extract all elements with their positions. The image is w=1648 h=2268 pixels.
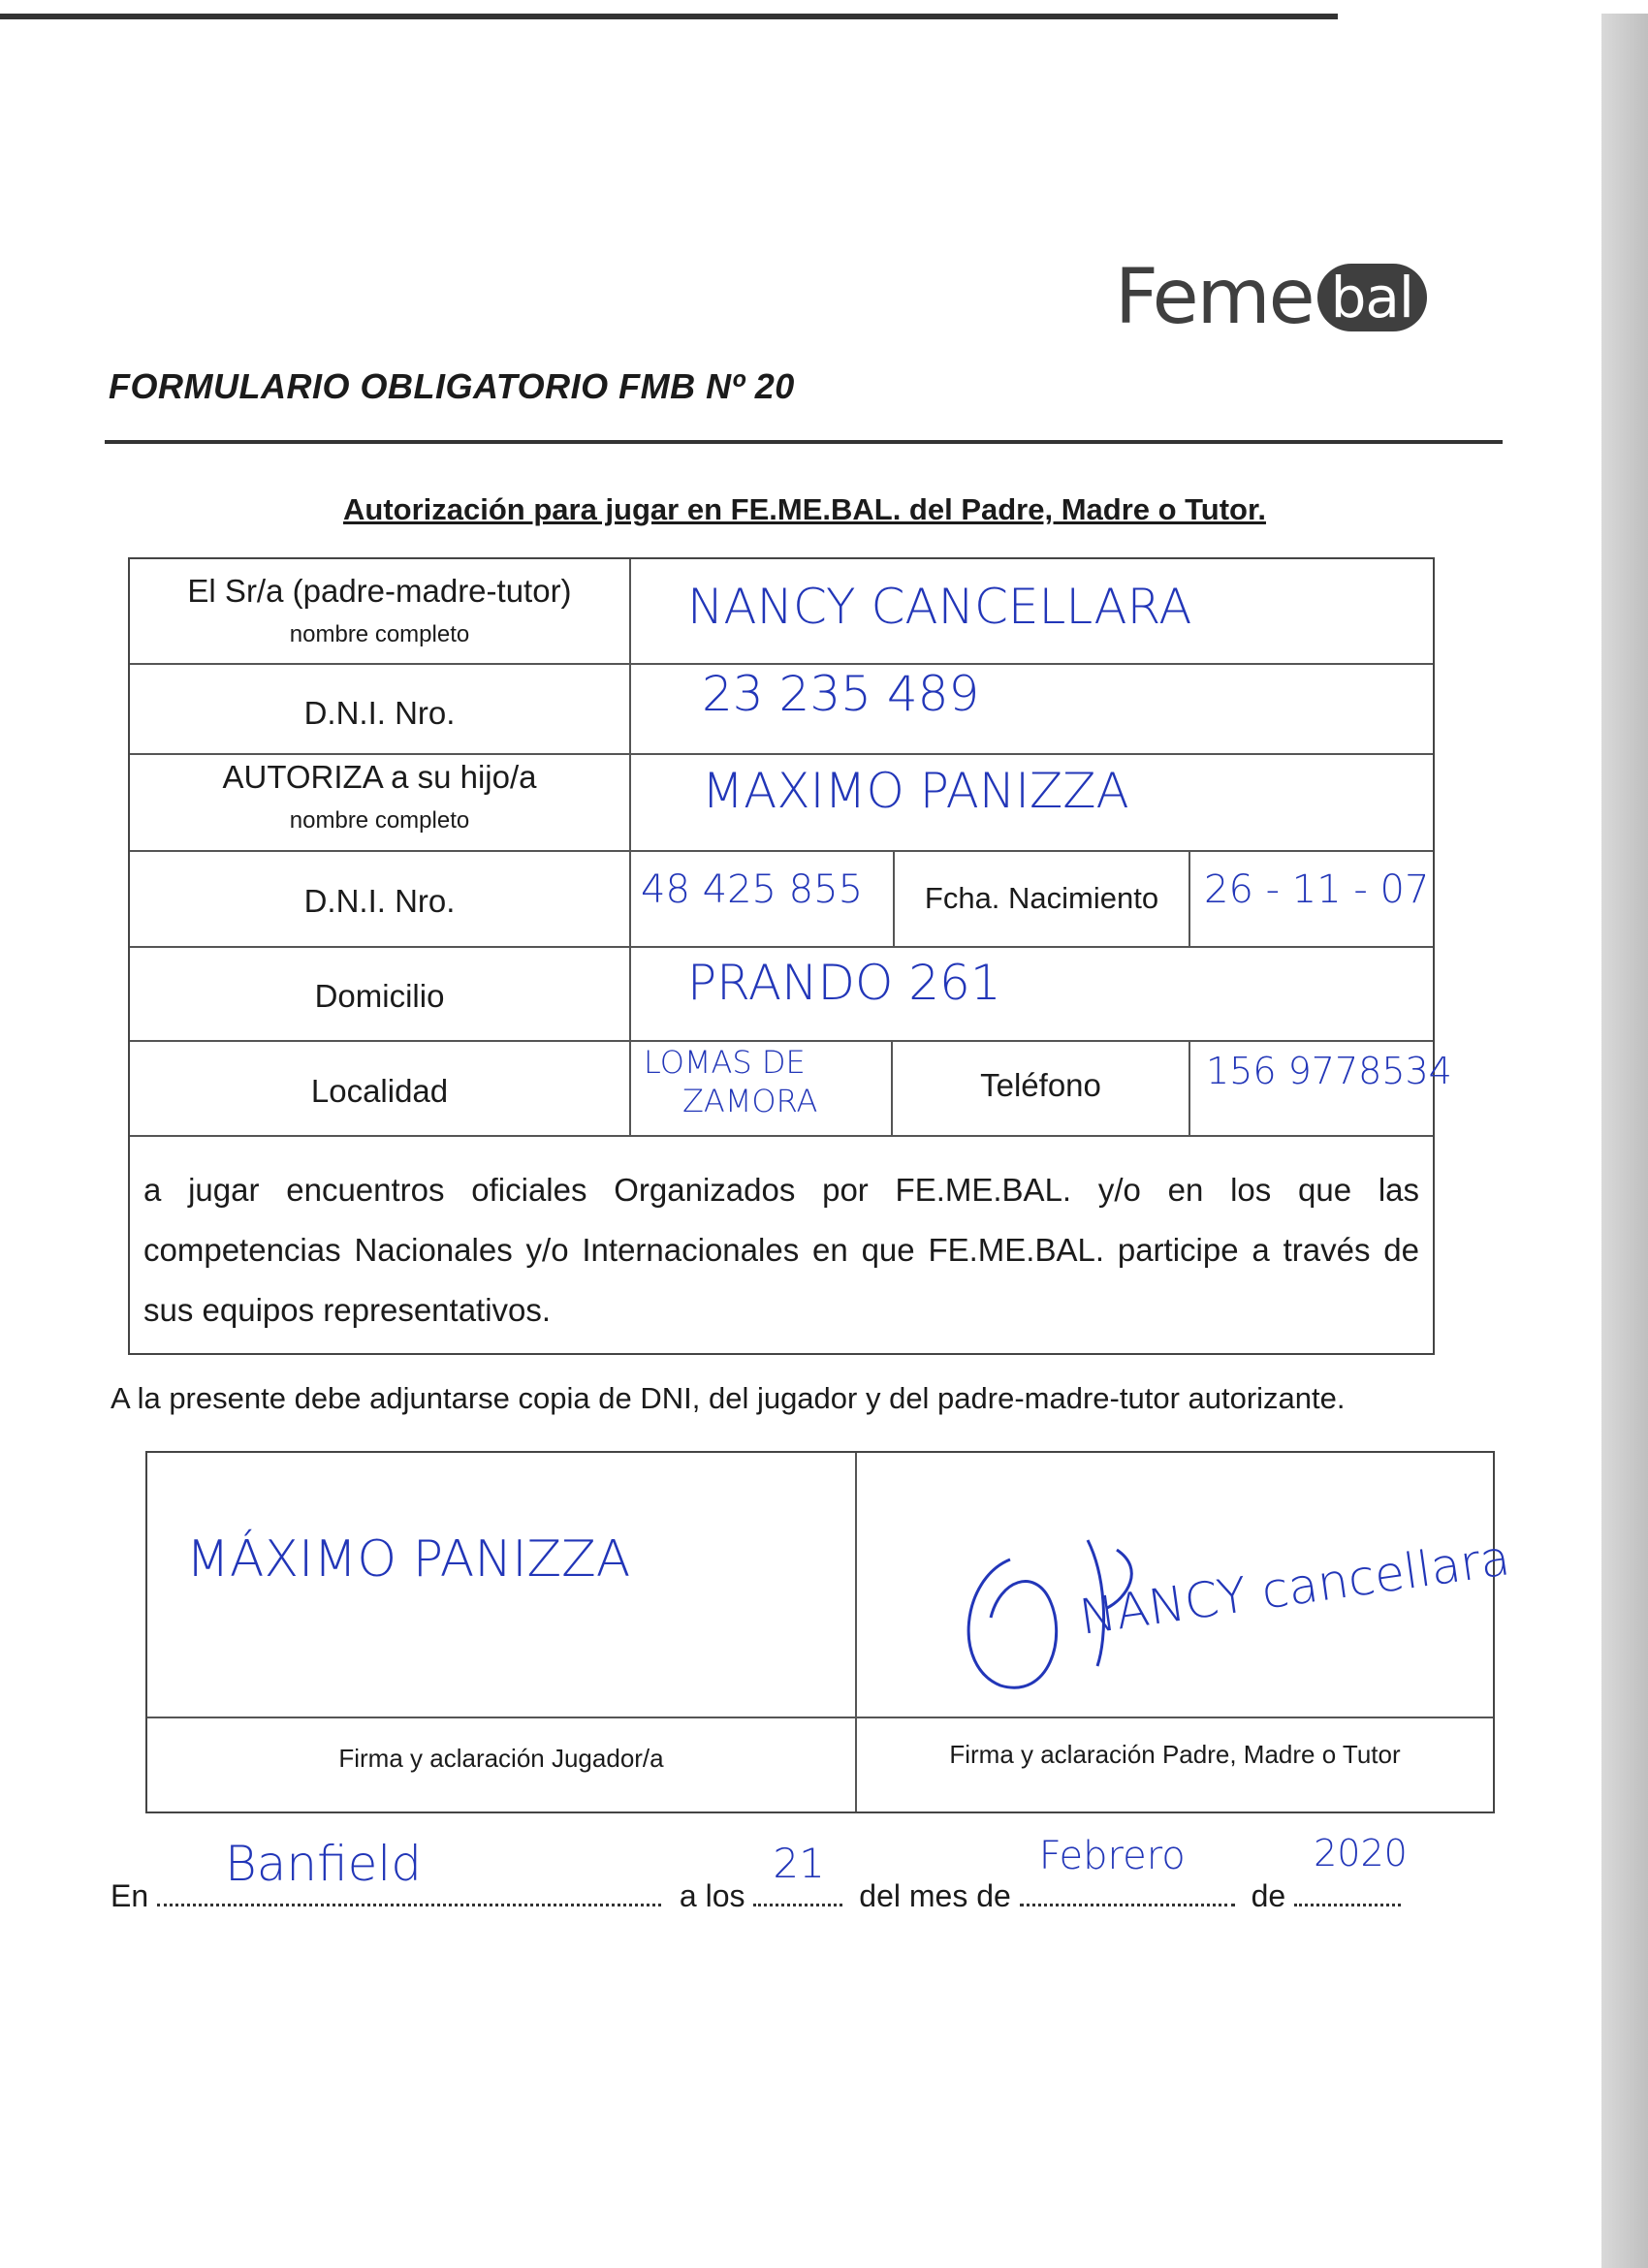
date-en-label: En	[111, 1878, 149, 1913]
date-alos-label: a los	[679, 1878, 745, 1913]
child-sublabel: nombre completo	[289, 807, 470, 834]
year-dots	[1294, 1900, 1401, 1906]
parent-name-label	[130, 573, 629, 648]
city-label: Localidad	[310, 1073, 449, 1109]
place-field	[157, 1836, 671, 1914]
child-dni-label: D.N.I. Nro.	[303, 883, 456, 919]
date-de-label: de	[1251, 1878, 1286, 1913]
logo-text: Feme	[1115, 254, 1314, 341]
date-line	[111, 1832, 1410, 1914]
child-label-text: AUTORIZA a su hijo/a	[222, 759, 537, 795]
player-signature-label: Firma y aclaración Jugador/a	[338, 1744, 664, 1773]
phone-label: Teléfono	[980, 1067, 1101, 1103]
year-value: 2020	[1314, 1832, 1408, 1874]
signature-row-divider	[147, 1717, 1493, 1718]
city-value-line1: LOMAS DE	[644, 1044, 806, 1081]
logo-pill: bal	[1317, 264, 1427, 331]
row-divider	[130, 753, 1433, 755]
row-divider	[130, 946, 1433, 948]
row-divider	[130, 1135, 1433, 1137]
column-divider	[1188, 1040, 1190, 1135]
scan-edge	[1601, 14, 1648, 2268]
column-divider	[629, 559, 631, 1135]
place-dots	[157, 1900, 661, 1906]
phone-value: 156 9778534	[1206, 1050, 1452, 1092]
day-field	[753, 1840, 850, 1914]
parent-dni-value: 23 235 489	[702, 666, 980, 722]
birth-date-label: Fcha. Nacimiento	[924, 881, 1159, 915]
form-subtitle: Autorización para jugar en FE.ME.BAL. del Padre, Madre o Tutor.	[343, 492, 1266, 526]
month-dots	[1020, 1900, 1235, 1906]
day-value: 21	[773, 1840, 825, 1887]
month-field	[1020, 1834, 1243, 1914]
signature-table	[145, 1451, 1514, 1813]
address-value: PRANDO 261	[687, 955, 1001, 1011]
column-divider	[1188, 850, 1190, 946]
attachment-note: A la presente debe adjuntarse copia de DNI, del jugador y del padre-madre-tutor autorizante.	[111, 1381, 1346, 1415]
parent-signature: NANCY cancellara	[1076, 1529, 1514, 1646]
year-field	[1294, 1832, 1410, 1914]
parent-signature-label: Firma y aclaración Padre, Madre o Tutor	[949, 1740, 1401, 1769]
parent-label-text: El Sr/a (padre-madre-tutor)	[187, 573, 572, 609]
femebal-logo	[1115, 254, 1427, 341]
form-title: FORMULARIO OBLIGATORIO FMB Nº 20	[109, 366, 795, 406]
row-divider	[130, 850, 1433, 852]
day-dots	[753, 1900, 842, 1906]
parent-name-value: NANCY CANCELLARA	[687, 579, 1192, 635]
parent-dni-label: D.N.I. Nro.	[303, 695, 456, 731]
city-value-line2: ZAMORA	[682, 1083, 818, 1119]
authorization-table	[128, 557, 1452, 1355]
date-delmes-label: del mes de	[859, 1878, 1011, 1913]
child-dni-value: 48 425 855	[641, 867, 864, 912]
top-edge-rule	[0, 14, 1338, 19]
child-name-label	[130, 759, 629, 835]
parent-sublabel: nombre completo	[289, 621, 470, 647]
authorization-paragraph: a jugar encuentros oficiales Organizados por FE.ME.BAL. y/o en los que las competencias Nacionales y/o Internacionales en que FE.ME.BAL. participe a través de sus equipos representativos.	[143, 1172, 1419, 1328]
row-divider	[130, 1040, 1433, 1042]
title-divider	[105, 440, 1503, 444]
address-label: Domicilio	[314, 978, 445, 1014]
child-name-value: MAXIMO PANIZZA	[702, 763, 1129, 819]
month-value: Febrero	[1038, 1834, 1186, 1878]
row-divider	[130, 663, 1433, 665]
player-signature: MÁXIMO PANIZZA	[186, 1530, 631, 1589]
birth-date-value: 26 - 11 - 07	[1204, 867, 1430, 912]
place-value: Banfield	[225, 1836, 422, 1892]
